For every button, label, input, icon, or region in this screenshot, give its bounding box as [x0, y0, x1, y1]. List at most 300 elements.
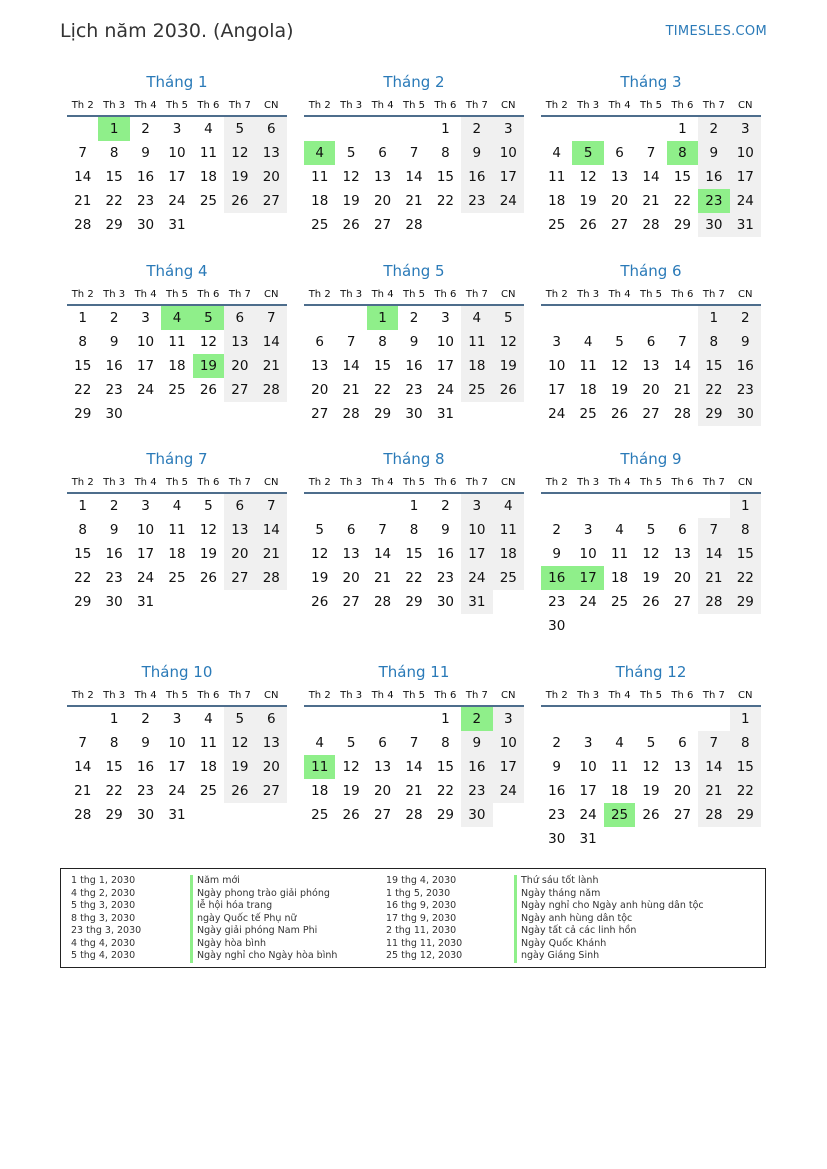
day-cell: 7	[256, 494, 287, 518]
day-cell: 18	[311, 783, 329, 799]
day-cell: 11	[579, 358, 597, 374]
day-cell: 15	[74, 546, 92, 562]
empty-cell	[335, 707, 366, 731]
day-cell: 7	[678, 334, 687, 350]
day-cell: 14	[74, 169, 92, 185]
weekday-label: Th 5	[165, 100, 188, 111]
weekday-label: Th 3	[577, 289, 600, 300]
day-cell: 14	[342, 358, 360, 374]
day-cell: 27	[256, 779, 287, 803]
day-cell: 20	[673, 570, 692, 586]
legend-holiday-name: Ngày giải phóng Nam Phi	[190, 925, 337, 938]
day-cell: 10	[493, 141, 524, 165]
day-cell: 29	[730, 590, 761, 614]
day-cell: 12	[224, 731, 255, 755]
month-1	[67, 72, 287, 261]
day-cell: 22	[698, 378, 729, 402]
day-cell: 18	[579, 382, 597, 398]
day-cell: 9	[141, 735, 150, 751]
day-cell: 31	[461, 590, 492, 614]
day-cell: 12	[493, 330, 524, 354]
day-cell: 7	[378, 522, 387, 538]
day-cell: 26	[224, 779, 255, 803]
day-cell: 11	[168, 522, 186, 538]
day-cell: 15	[730, 542, 761, 566]
day-cell: 17	[730, 165, 761, 189]
day-grid	[541, 306, 761, 426]
day-cell: 24	[548, 406, 566, 422]
weekday-label: Th 2	[308, 690, 331, 701]
legend-holiday-name: Ngày hòa bình	[190, 938, 337, 951]
month-2	[304, 72, 524, 261]
day-cell: 9	[409, 334, 419, 350]
holiday-day-cell: 17	[572, 566, 603, 590]
empty-cell	[541, 117, 572, 141]
day-cell: 27	[373, 217, 392, 233]
day-cell: 19	[642, 783, 660, 799]
day-cell: 26	[342, 217, 360, 233]
day-cell: 5	[346, 735, 356, 751]
day-cell: 5	[204, 498, 213, 514]
holiday-day-cell: 16	[541, 566, 572, 590]
day-cell: 25	[493, 566, 524, 590]
day-cell: 20	[373, 783, 392, 799]
day-cell: 18	[548, 193, 566, 209]
day-cell: 22	[436, 193, 455, 209]
day-cell: 14	[673, 358, 692, 374]
day-cell: 13	[673, 759, 692, 775]
day-cell: 21	[673, 382, 692, 398]
day-cell: 21	[256, 542, 287, 566]
day-cell: 6	[315, 334, 324, 350]
day-cell: 22	[730, 779, 761, 803]
day-cell: 16	[105, 546, 123, 562]
day-cell: 27	[311, 406, 329, 422]
day-cell: 12	[610, 358, 629, 374]
day-cell: 2	[109, 310, 119, 326]
weekday-header	[67, 286, 287, 306]
day-cell: 21	[373, 570, 392, 586]
weekday-header	[304, 286, 524, 306]
day-cell: 12	[642, 546, 660, 562]
day-cell: 13	[224, 330, 255, 354]
legend-names-col-1	[190, 875, 337, 963]
day-cell: 16	[461, 165, 492, 189]
day-cell: 24	[168, 193, 186, 209]
month-title: Tháng 2	[383, 73, 445, 91]
day-cell: 31	[436, 406, 455, 422]
weekday-label: Th 2	[545, 690, 568, 701]
day-cell: 17	[136, 546, 155, 562]
day-cell: 25	[168, 382, 186, 398]
day-cell: 2	[141, 711, 150, 727]
month-title: Tháng 5	[383, 262, 445, 280]
day-cell: 27	[673, 807, 692, 823]
empty-cell	[335, 306, 366, 330]
day-cell: 11	[548, 169, 566, 185]
legend-holiday-name: lễ hội hóa trang	[190, 900, 337, 913]
day-cell: 16	[105, 358, 123, 374]
day-cell: 27	[642, 406, 660, 422]
day-cell: 28	[698, 590, 729, 614]
day-cell: 7	[346, 334, 356, 350]
weekday-label: Th 5	[639, 100, 662, 111]
day-cell: 28	[74, 807, 92, 823]
legend-holiday-name: Ngày tất cả các linh hồn	[514, 925, 704, 938]
day-cell: 3	[172, 711, 182, 727]
day-cell: 31	[730, 213, 761, 237]
day-cell: 12	[642, 759, 660, 775]
day-cell: 20	[256, 755, 287, 779]
day-cell: 29	[74, 594, 92, 610]
day-cell: 2	[441, 498, 450, 514]
day-cell: 4	[583, 334, 593, 350]
legend-date: 23 thg 3, 2030	[71, 925, 142, 936]
day-cell: 10	[579, 759, 597, 775]
empty-cell	[304, 707, 335, 731]
day-cell: 22	[74, 570, 92, 586]
day-cell: 3	[583, 735, 593, 751]
day-cell: 23	[436, 570, 455, 586]
day-cell: 14	[74, 759, 92, 775]
day-cell: 11	[493, 518, 524, 542]
weekday-label: Th 6	[434, 289, 457, 300]
day-cell: 13	[373, 169, 392, 185]
day-cell: 31	[168, 217, 186, 233]
day-cell: 24	[493, 779, 524, 803]
day-cell: 15	[373, 358, 392, 374]
day-cell: 8	[730, 731, 761, 755]
weekday-label: CN	[738, 289, 753, 300]
day-cell: 30	[461, 803, 492, 827]
weekday-label: CN	[501, 690, 516, 701]
legend-holiday-name: Thứ sáu tốt lành	[514, 875, 704, 888]
legend-date: 5 thg 3, 2030	[71, 900, 136, 911]
day-cell: 28	[256, 566, 287, 590]
weekday-label: Th 4	[608, 100, 631, 111]
day-cell: 18	[199, 759, 218, 775]
day-cell: 19	[311, 570, 329, 586]
holiday-day-cell: 19	[193, 354, 224, 378]
day-cell: 30	[548, 618, 566, 634]
empty-cell	[541, 707, 572, 731]
day-cell: 28	[698, 803, 729, 827]
day-cell: 7	[409, 145, 419, 161]
day-cell: 23	[461, 189, 492, 213]
day-cell: 8	[78, 334, 87, 350]
weekday-label: Th 2	[545, 289, 568, 300]
day-cell: 21	[642, 193, 660, 209]
day-grid	[67, 306, 287, 426]
day-cell: 8	[109, 735, 119, 751]
empty-cell	[635, 306, 666, 330]
day-cell: 23	[105, 382, 123, 398]
legend-holiday-name: Ngày phong trào giải phóng	[190, 888, 337, 901]
day-cell: 11	[199, 145, 218, 161]
weekday-label: Th 2	[308, 477, 331, 488]
day-cell: 19	[199, 546, 218, 562]
day-cell: 11	[610, 759, 629, 775]
legend-date: 4 thg 2, 2030	[71, 887, 136, 899]
day-cell: 27	[256, 189, 287, 213]
day-cell: 7	[646, 145, 656, 161]
legend-date: 17 thg 9, 2030	[386, 912, 457, 924]
day-cell: 25	[311, 217, 329, 233]
weekday-label: Th 2	[545, 477, 568, 488]
month-8	[304, 449, 524, 662]
day-cell: 21	[256, 354, 287, 378]
day-cell: 18	[461, 354, 492, 378]
day-cell: 23	[136, 193, 155, 209]
day-cell: 1	[441, 121, 450, 137]
day-cell: 21	[698, 566, 729, 590]
page-title: Lịch năm 2030. (Angola)	[60, 20, 294, 42]
day-cell: 1	[678, 121, 687, 137]
weekday-label: Th 4	[371, 289, 394, 300]
day-cell: 14	[698, 542, 729, 566]
day-cell: 6	[378, 145, 387, 161]
day-cell: 23	[405, 382, 423, 398]
day-cell: 16	[136, 169, 155, 185]
day-cell: 1	[698, 306, 729, 330]
day-cell: 10	[730, 141, 761, 165]
legend-date: 4 thg 4, 2030	[71, 937, 136, 949]
day-cell: 22	[105, 783, 123, 799]
day-cell: 20	[311, 382, 329, 398]
weekday-label: CN	[738, 477, 753, 488]
weekday-label: Th 7	[228, 289, 251, 300]
weekday-label: Th 7	[702, 100, 725, 111]
legend-names-col-2	[514, 875, 704, 963]
day-cell: 23	[136, 783, 155, 799]
day-grid	[541, 494, 761, 638]
weekday-label: Th 3	[340, 100, 363, 111]
month-row	[67, 449, 761, 662]
empty-cell	[304, 117, 335, 141]
weekday-label: Th 7	[228, 690, 251, 701]
day-cell: 10	[168, 735, 186, 751]
day-cell: 5	[224, 117, 255, 141]
legend-date: 2 thg 11, 2030	[386, 925, 457, 936]
day-cell: 5	[224, 707, 255, 731]
month-title: Tháng 7	[146, 450, 208, 468]
day-cell: 25	[168, 570, 186, 586]
day-cell: 26	[199, 382, 218, 398]
day-cell: 2	[552, 735, 561, 751]
weekday-label: Th 7	[702, 690, 725, 701]
weekday-label: Th 6	[197, 477, 220, 488]
day-cell: 20	[224, 354, 255, 378]
holiday-day-cell: 5	[193, 306, 224, 330]
day-cell: 16	[461, 755, 492, 779]
empty-cell	[304, 494, 335, 518]
day-cell: 15	[673, 169, 692, 185]
day-cell: 20	[610, 193, 629, 209]
weekday-label: Th 3	[103, 690, 126, 701]
day-grid	[304, 707, 524, 827]
day-cell: 9	[552, 759, 561, 775]
legend-holiday-name: Ngày anh hùng dân tộc	[514, 913, 704, 926]
day-cell: 5	[646, 522, 656, 538]
day-cell: 25	[548, 217, 566, 233]
day-cell: 12	[342, 169, 360, 185]
day-cell: 24	[436, 382, 455, 398]
weekday-label: CN	[501, 477, 516, 488]
day-cell: 4	[204, 121, 213, 137]
holiday-legend	[60, 868, 766, 968]
day-cell: 26	[224, 189, 255, 213]
month-10	[67, 662, 287, 862]
day-cell: 14	[405, 169, 423, 185]
weekday-label: Th 4	[371, 100, 394, 111]
weekday-label: Th 7	[465, 477, 488, 488]
day-cell: 29	[405, 594, 423, 610]
month-title: Tháng 6	[620, 262, 682, 280]
weekday-label: Th 4	[608, 289, 631, 300]
day-cell: 11	[461, 330, 492, 354]
day-cell: 20	[342, 570, 360, 586]
day-cell: 14	[256, 330, 287, 354]
day-cell: 29	[373, 406, 392, 422]
day-cell: 7	[409, 735, 419, 751]
day-cell: 28	[405, 807, 423, 823]
day-cell: 3	[552, 334, 561, 350]
day-cell: 25	[610, 594, 629, 610]
day-cell: 22	[436, 783, 455, 799]
empty-cell	[667, 707, 698, 731]
month-title: Tháng 8	[383, 450, 445, 468]
day-cell: 11	[610, 546, 629, 562]
day-cell: 6	[346, 522, 356, 538]
day-cell: 16	[405, 358, 423, 374]
month-grid	[67, 72, 761, 862]
day-cell: 23	[548, 594, 566, 610]
day-cell: 9	[109, 334, 119, 350]
day-cell: 6	[678, 522, 687, 538]
weekday-header	[304, 687, 524, 707]
day-cell: 5	[493, 306, 524, 330]
weekday-label: Th 4	[608, 477, 631, 488]
day-cell: 26	[311, 594, 329, 610]
weekday-header	[541, 97, 761, 117]
weekday-label: Th 5	[639, 690, 662, 701]
day-cell: 4	[552, 145, 561, 161]
weekday-label: Th 4	[134, 289, 157, 300]
day-grid	[541, 117, 761, 237]
day-cell: 12	[199, 334, 218, 350]
month-9	[541, 449, 761, 662]
day-cell: 4	[204, 711, 213, 727]
day-cell: 12	[342, 759, 360, 775]
legend-holiday-name: Ngày tháng năm	[514, 888, 704, 901]
day-cell: 2	[552, 522, 561, 538]
day-cell: 6	[224, 494, 255, 518]
weekday-label: CN	[264, 690, 279, 701]
weekday-label: Th 2	[71, 289, 94, 300]
weekday-label: Th 2	[71, 690, 94, 701]
day-cell: 24	[493, 189, 524, 213]
day-cell: 5	[615, 334, 624, 350]
weekday-label: CN	[264, 100, 279, 111]
day-cell: 2	[730, 306, 761, 330]
day-cell: 6	[256, 117, 287, 141]
legend-date: 1 thg 1, 2030	[71, 875, 136, 886]
day-cell: 8	[378, 334, 387, 350]
day-cell: 28	[373, 594, 392, 610]
weekday-label: Th 7	[465, 100, 488, 111]
weekday-label: Th 3	[340, 690, 363, 701]
holiday-day-cell: 8	[667, 141, 698, 165]
day-cell: 19	[610, 382, 629, 398]
day-cell: 22	[405, 570, 423, 586]
weekday-label: Th 2	[545, 100, 568, 111]
weekday-label: Th 6	[671, 477, 694, 488]
day-cell: 15	[730, 755, 761, 779]
weekday-label: Th 3	[103, 289, 126, 300]
day-cell: 20	[256, 165, 287, 189]
weekday-label: Th 7	[228, 477, 251, 488]
legend-date: 25 thg 12, 2030	[386, 950, 463, 961]
weekday-label: Th 6	[197, 690, 220, 701]
weekday-label: Th 2	[71, 100, 94, 111]
weekday-label: Th 4	[134, 100, 157, 111]
day-cell: 10	[493, 731, 524, 755]
day-cell: 22	[373, 382, 392, 398]
day-cell: 27	[673, 594, 692, 610]
month-7	[67, 449, 287, 662]
day-cell: 26	[199, 570, 218, 586]
day-cell: 9	[730, 330, 761, 354]
empty-cell	[635, 494, 666, 518]
day-cell: 23	[730, 378, 761, 402]
weekday-label: Th 4	[371, 477, 394, 488]
day-cell: 3	[730, 117, 761, 141]
day-cell: 16	[548, 783, 566, 799]
holiday-day-cell: 5	[572, 141, 603, 165]
empty-cell	[398, 117, 429, 141]
weekday-label: Th 3	[103, 477, 126, 488]
day-cell: 12	[199, 522, 218, 538]
day-cell: 14	[405, 759, 423, 775]
empty-cell	[541, 494, 572, 518]
day-cell: 15	[105, 759, 123, 775]
weekday-label: Th 6	[671, 289, 694, 300]
day-cell: 15	[405, 546, 423, 562]
legend-date: 5 thg 4, 2030	[71, 950, 136, 961]
site-link[interactable]: TIMESLES.COM	[665, 24, 767, 39]
holiday-day-cell: 1	[367, 306, 398, 330]
day-cell: 31	[579, 831, 597, 847]
empty-cell	[698, 494, 729, 518]
day-cell: 4	[493, 494, 524, 518]
day-cell: 25	[461, 378, 492, 402]
day-cell: 11	[199, 735, 218, 751]
day-grid	[304, 306, 524, 426]
day-cell: 8	[698, 330, 729, 354]
day-cell: 30	[730, 402, 761, 426]
weekday-label: Th 5	[402, 289, 425, 300]
day-cell: 1	[730, 707, 761, 731]
day-cell: 7	[698, 731, 729, 755]
month-11	[304, 662, 524, 862]
day-cell: 10	[436, 334, 455, 350]
day-cell: 5	[346, 145, 356, 161]
weekday-label: Th 7	[228, 100, 251, 111]
weekday-label: Th 4	[608, 690, 631, 701]
day-cell: 6	[256, 707, 287, 731]
day-cell: 7	[698, 518, 729, 542]
day-grid	[67, 707, 287, 827]
